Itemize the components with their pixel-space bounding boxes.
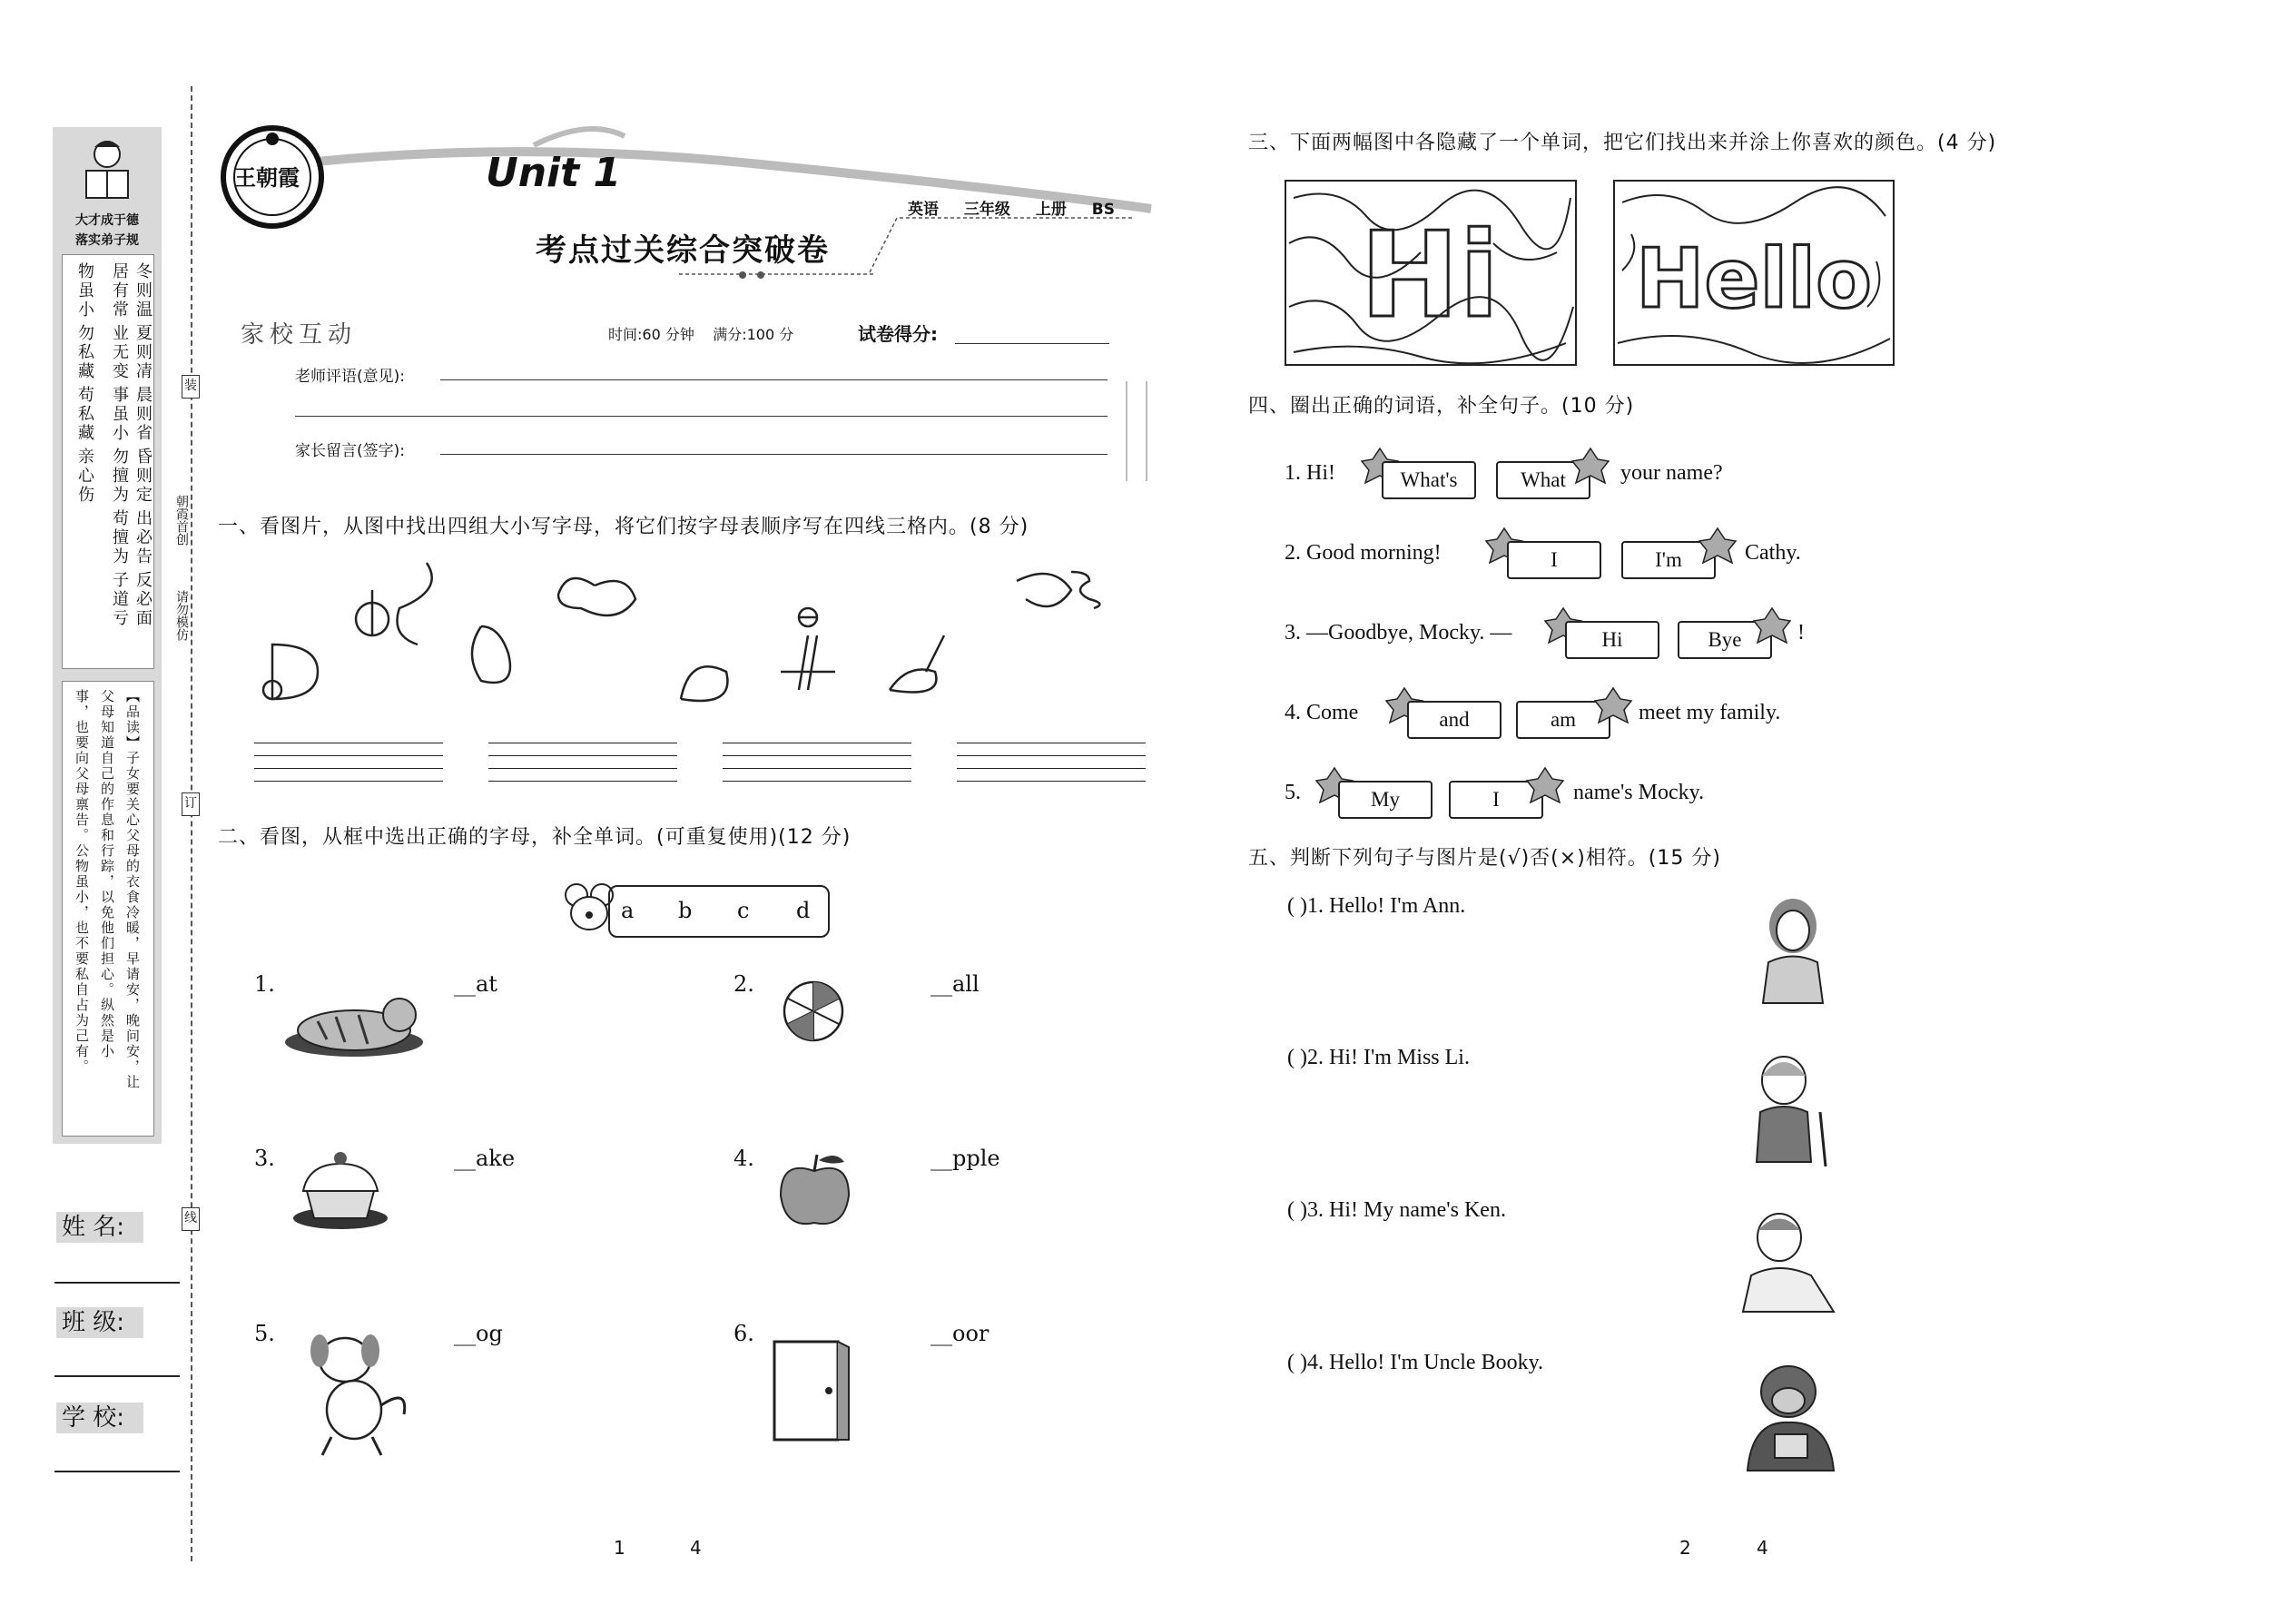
judge-item[interactable]: ( )4. Hello! I'm Uncle Booky.: [1287, 1351, 1544, 1374]
page-number: 2: [1679, 1537, 1691, 1559]
meta-edition: BS: [1091, 201, 1115, 219]
item-number: 1.: [254, 971, 275, 997]
word-option[interactable]: My: [1338, 781, 1433, 819]
four-line-grid[interactable]: [957, 743, 1146, 781]
hidden-word-text: Hi: [1360, 206, 1500, 344]
word-blank[interactable]: __pple: [930, 1146, 1000, 1171]
leaf-bug-icon: [1698, 527, 1738, 566]
cut-mark: 装: [182, 375, 200, 399]
meta-subject: 英语: [908, 201, 939, 219]
dog-picture: [290, 1324, 418, 1460]
item-number: 2.: [733, 971, 754, 997]
sentence-suffix: Cathy.: [1745, 541, 1801, 565]
uncle-booky-picture: [1738, 1357, 1843, 1475]
exam-subtitle: 考点过关综合突破卷: [536, 232, 830, 269]
hidden-word-text: Hello: [1636, 231, 1872, 327]
cut-note: 请勿模仿: [174, 590, 189, 641]
class-line[interactable]: [54, 1375, 180, 1377]
poem-col: 苟擅为: [110, 509, 129, 566]
word-option[interactable]: am: [1516, 701, 1610, 739]
poem-col: 子道亏: [110, 571, 129, 628]
leaf-bug-icon: [1570, 447, 1610, 487]
margin-panel: [53, 127, 162, 1144]
poem-col: 勿擅为: [110, 448, 129, 505]
school-line[interactable]: [54, 1471, 180, 1472]
pindu-col: 父母知道自己的作息和行踪，以免他们担心。纵然是小: [99, 689, 115, 1059]
name-line[interactable]: [54, 1282, 180, 1284]
word-blank[interactable]: __ake: [454, 1146, 516, 1171]
section3-heading: 三、下面两幅图中各隐藏了一个单词，把它们找出来并涂上你喜欢的颜色。(4 分): [1248, 132, 1997, 154]
poem-col: 昏则定: [133, 448, 153, 505]
apple-picture: [772, 1146, 858, 1232]
letter-option: d: [796, 898, 811, 923]
leaf-bug-icon: [1593, 686, 1633, 726]
meta-strip: [908, 196, 1135, 219]
unit-title: Unit 1: [486, 150, 622, 196]
judge-item[interactable]: ( )2. Hi! I'm Miss Li.: [1287, 1046, 1470, 1069]
word-option[interactable]: I: [1507, 541, 1601, 579]
word-blank[interactable]: __all: [930, 971, 980, 997]
section1-heading: 一、看图片，从图中找出四组大小写字母，将它们按字母表顺序写在四线三格内。(8 分): [218, 516, 1029, 538]
binding-cut-line: [191, 86, 192, 1561]
child-reading-illustration: [75, 134, 139, 207]
class-label: 班 级:: [56, 1307, 143, 1338]
word-option[interactable]: Hi: [1565, 621, 1659, 659]
word-blank[interactable]: __oor: [930, 1321, 989, 1346]
sentence-suffix: name's Mocky.: [1573, 781, 1705, 804]
name-label: 姓 名:: [56, 1212, 143, 1243]
judge-item[interactable]: ( )1. Hello! I'm Ann.: [1287, 894, 1466, 918]
leaf-bug-icon: [1752, 606, 1792, 646]
word-blank[interactable]: __at: [454, 971, 497, 997]
cut-mark: 订: [182, 792, 200, 816]
poem-col: 勿私藏: [75, 324, 94, 381]
poem-col: 业无变: [110, 324, 129, 381]
parent-note-label: 家长留言(签字):: [295, 442, 405, 460]
motto-line-2: 落实弟子规: [75, 233, 139, 248]
parent-note-line[interactable]: [440, 454, 1108, 455]
item-number: 3.: [254, 1146, 275, 1171]
item-number: 4.: [733, 1146, 754, 1171]
teacher-comment-line[interactable]: [440, 379, 1108, 380]
word-option[interactable]: and: [1407, 701, 1501, 739]
motto-line-1: 大才成于德: [75, 213, 139, 228]
sentence-suffix: !: [1797, 621, 1805, 645]
score-line[interactable]: [955, 343, 1109, 344]
teacher-comment-label: 老师评语(意见):: [295, 368, 405, 386]
logo-text: 王朝霞: [234, 165, 300, 191]
sentence-suffix: your name?: [1620, 461, 1723, 485]
item-number: 5.: [254, 1321, 275, 1346]
word-blank[interactable]: __og: [454, 1321, 503, 1346]
letter-option: c: [737, 898, 750, 923]
leaf-bug-icon: [1525, 766, 1565, 806]
home-school-banner: 家校互动: [241, 321, 358, 349]
letter-choice-box: [608, 885, 830, 938]
sentence-suffix: meet my family.: [1639, 701, 1781, 724]
poem-col: 亲心伤: [75, 448, 94, 505]
hidden-word-maze-hi: [1285, 180, 1577, 366]
header-side-bars: [1126, 381, 1147, 481]
hidden-letters-pictures: [254, 554, 1144, 735]
poem-col: 居有常: [110, 262, 129, 320]
word-option[interactable]: What's: [1382, 461, 1476, 499]
four-line-grid[interactable]: [723, 743, 911, 781]
item-number: 6.: [733, 1321, 754, 1346]
pindu-col: 事，也要向父母禀告。公物虽小，也不要私自占为己有。: [74, 689, 90, 1075]
hidden-word-maze-hello: [1613, 180, 1895, 366]
time-limit: 时间:60 分钟: [608, 326, 694, 343]
page-total: 4: [1757, 1537, 1768, 1559]
score-label: 试卷得分:: [858, 323, 938, 345]
poem-col: 反必面: [133, 571, 153, 628]
cake-picture: [290, 1146, 390, 1232]
ann-picture: [1752, 894, 1834, 1008]
meta-volume: 上册: [1035, 201, 1067, 219]
poem-col: 事虽小: [110, 386, 129, 443]
ball-picture: [781, 979, 846, 1044]
miss-li-picture: [1738, 1048, 1838, 1171]
judge-item[interactable]: ( )3. Hi! My name's Ken.: [1287, 1198, 1506, 1222]
page-number: 1: [614, 1537, 625, 1559]
four-line-grid[interactable]: [254, 743, 443, 781]
sentence-prefix: 5.: [1285, 781, 1301, 804]
section5-heading: 五、判断下列句子与图片是(√)否(×)相符。(15 分): [1248, 847, 1721, 870]
word-option[interactable]: I: [1449, 781, 1543, 819]
four-line-grid[interactable]: [488, 743, 677, 781]
page-total: 4: [690, 1537, 702, 1559]
poem-col: 出必告: [133, 509, 153, 566]
pindu-box: [62, 681, 154, 1137]
section4-heading: 四、圈出正确的词语，补全句子。(10 分): [1248, 395, 1635, 418]
full-score: 满分:100 分: [713, 326, 794, 343]
cut-note: 朝霞首创: [174, 495, 189, 546]
poem-col: 苟私藏: [75, 386, 94, 443]
section2-heading: 二、看图，从框中选出正确的字母，补全单词。(可重复使用)(12 分): [218, 826, 852, 849]
letter-option: a: [621, 898, 635, 923]
teacher-comment-line-2[interactable]: [295, 416, 1108, 417]
letter-option: b: [678, 898, 693, 923]
school-label: 学 校:: [56, 1403, 143, 1433]
poem-col: 晨则省: [133, 386, 153, 443]
cat-picture: [281, 980, 427, 1062]
pindu-col: 【品读】子女要关心父母的衣食冷暖，早请安，晚问安，让: [124, 689, 141, 1090]
ken-picture: [1738, 1203, 1838, 1316]
meta-grade: 三年级: [963, 201, 1010, 219]
cut-mark: 线: [182, 1207, 200, 1231]
poem-col: 冬则温: [133, 262, 153, 320]
sentence-prefix: 3. —Goodbye, Mocky. —: [1285, 621, 1512, 645]
word-option[interactable]: I'm: [1621, 541, 1716, 579]
word-option[interactable]: Bye: [1678, 621, 1772, 659]
poem-box: [62, 254, 154, 669]
word-option[interactable]: What: [1496, 461, 1590, 499]
door-picture: [767, 1334, 853, 1443]
sentence-prefix: 4. Come: [1285, 701, 1359, 724]
poem-col: 物虽小: [75, 262, 94, 320]
sentence-prefix: 1. Hi!: [1285, 461, 1335, 485]
time-info: [608, 323, 793, 344]
sentence-prefix: 2. Good morning!: [1285, 541, 1442, 565]
poem-col: 夏则凊: [133, 324, 153, 381]
